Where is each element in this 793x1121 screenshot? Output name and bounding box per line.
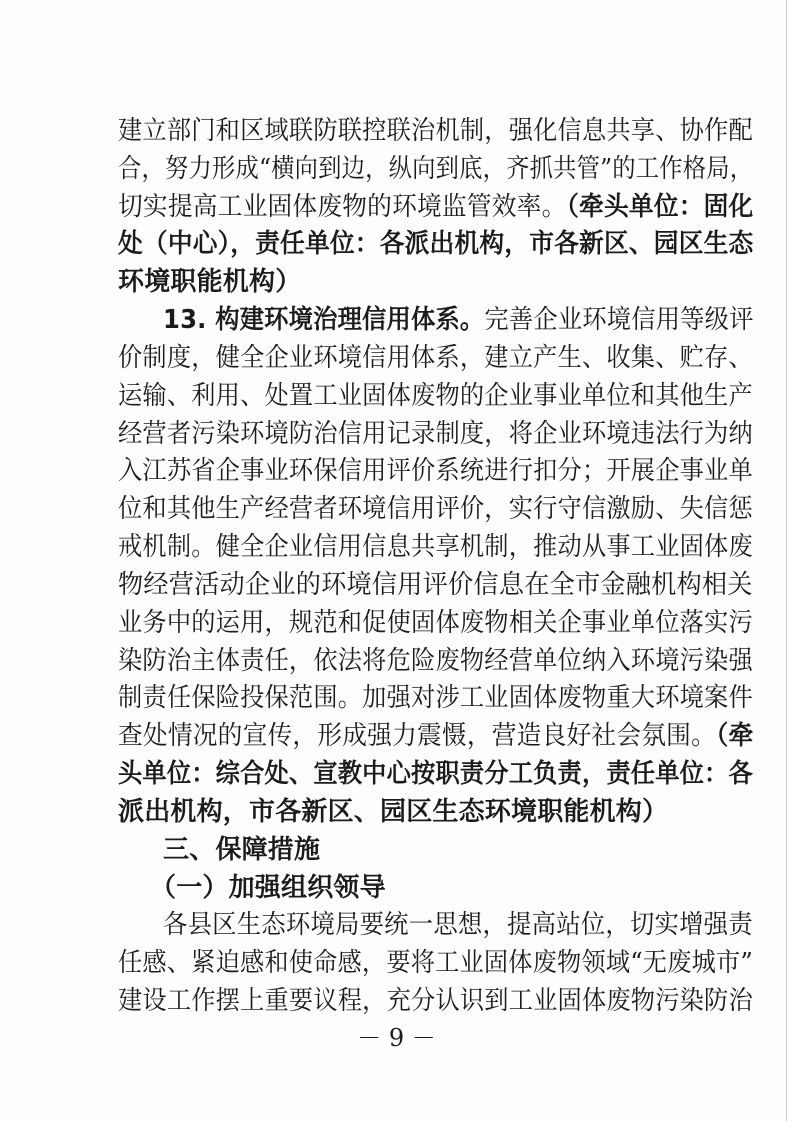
text-line: [118, 568, 753, 602]
bold-text-segment: 派出机构，市各新区、园区生态环境职能机构）: [118, 796, 669, 827]
text-line: [118, 227, 753, 261]
text-line: [150, 871, 386, 905]
text-segment: 完善企业环境信用等级评: [484, 305, 754, 336]
text-line: [118, 265, 301, 299]
text-line: [118, 379, 753, 413]
text-line: [118, 417, 753, 451]
text-line: [118, 757, 753, 791]
bold-text-segment: （牵头单位：固化: [566, 191, 754, 222]
page-edge: [786, 0, 787, 1121]
bold-text-segment: 头单位：综合处、宣教中心按职责分工负责，责任单位：各: [118, 759, 753, 790]
page-number: － 9 －: [357, 1024, 436, 1052]
text-line: [118, 152, 753, 186]
text-line: [163, 908, 753, 942]
text-line: [118, 530, 753, 564]
text-segment: 运输、利用、处置工业固体废物的企业事业单位和其他生产: [118, 380, 753, 411]
text-line: [118, 190, 753, 224]
text-line: [118, 454, 753, 488]
text-line: [118, 984, 753, 1018]
bold-text-segment: 三、保障措施: [163, 834, 321, 865]
bold-text-segment: （牵: [716, 721, 754, 752]
bold-text-segment: 处（中心），责任单位：各派出机构，市各新区、园区生态: [118, 229, 754, 260]
text-segment: 业务中的运用，规范和促使固体废物相关企事业单位落实污: [118, 607, 753, 638]
bold-text-segment: 环境职能机构）: [118, 267, 302, 298]
text-segment: 查处情况的宣传，形成强力震慑，营造良好社会氛围。: [118, 721, 717, 752]
text-segment: 制责任保险投保范围。加强对涉工业固体废物重大环境案件: [118, 683, 753, 714]
text-line: [118, 114, 753, 148]
text-line: [118, 719, 753, 753]
text-segment: 经营者污染环境防治信用记录制度，将企业环境违法行为纳: [118, 418, 753, 449]
text-segment: 任感、紧迫感和使命感，要将工业固体废物领域“无废城市”: [118, 948, 753, 979]
text-line: [163, 833, 320, 867]
text-line: [163, 303, 754, 337]
text-segment: 物经营活动企业的环境信用评价信息在全市金融机构相关: [118, 569, 753, 600]
text-segment: 建立部门和区域联防联控联治机制，强化信息共享、协作配: [118, 116, 753, 146]
text-segment: 各县区生态环境局要统一思想，提高站位，切实增强责: [163, 910, 753, 941]
bold-text-segment: （一）加强组织领导: [150, 872, 386, 903]
text-segment: 价制度，健全企业环境信用体系，建立产生、收集、贮存、: [118, 342, 753, 373]
text-line: [118, 681, 753, 715]
text-segment: 合，努力形成“横向到边，纵向到底，齐抓共管”的工作格局，: [118, 153, 754, 184]
text-segment: 切实提高工业固体废物的环境监管效率。: [118, 191, 567, 222]
text-segment: 染防治主体责任，依法将危险废物经营单位纳入环境污染强: [118, 645, 753, 676]
text-line: [118, 946, 753, 980]
text-line: [118, 644, 753, 678]
text-segment: 入江苏省企事业环保信用评价系统进行扣分；开展企事业单: [118, 456, 753, 487]
bold-text-segment: 13. 构建环境治理信用体系。: [163, 305, 485, 336]
text-line: [118, 341, 753, 375]
text-segment: 位和其他生产经营者环境信用评价，实行守信激励、失信惩: [118, 494, 753, 525]
text-line: [118, 795, 668, 829]
text-line: [118, 492, 753, 526]
text-line: [118, 606, 753, 640]
text-segment: 建设工作摆上重要议程，充分认识到工业固体废物污染防治: [118, 986, 753, 1016]
text-segment: 戒机制。健全企业信用信息共享机制，推动从事工业固体废: [118, 532, 753, 563]
